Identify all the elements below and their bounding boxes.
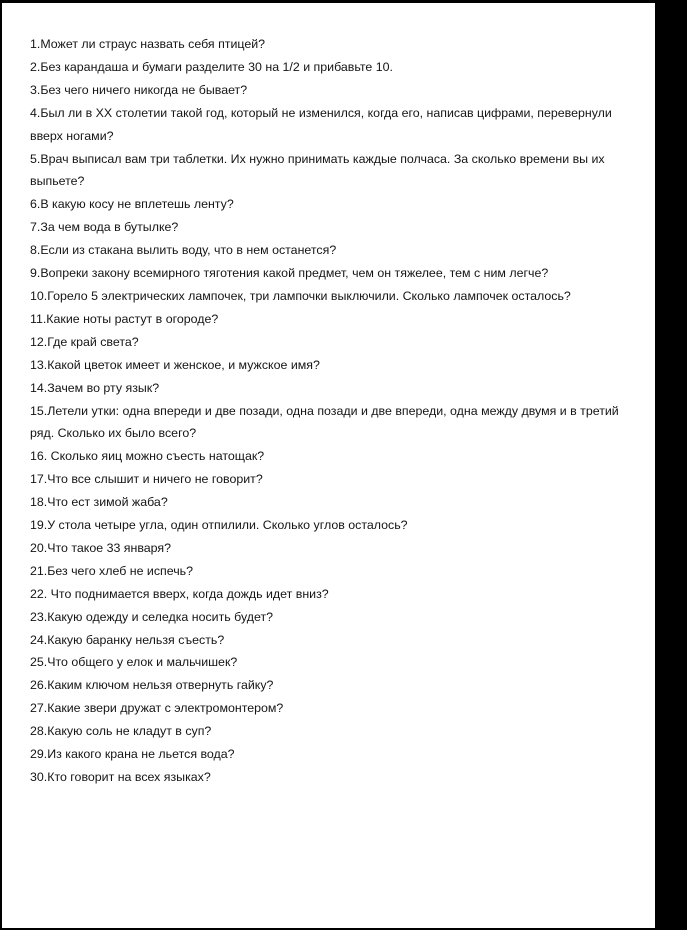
question-item: 4.Был ли в XX столетии такой год, который не изменился, когда его, написав цифрами, перевернули вверх ногами? [30, 105, 612, 143]
question-item: 6.В какую косу не вплетешь ленту? [30, 197, 234, 212]
question-item: 23.Какую одежду и селедка носить будет? [30, 609, 274, 624]
question-item: 10.Горело 5 электрических лампочек, три лампочки выключили. Сколько лампочек осталось? [30, 288, 571, 303]
question-item: 29.Из какого крана не льется вода? [30, 747, 235, 762]
question-item: 17.Что все слышит и ничего не говорит? [30, 472, 263, 487]
question-item: 27.Какие звери дружат с электромонтером? [30, 701, 284, 716]
question-item: 2.Без карандаша и бумаги разделите 30 на 1/2 и прибавьте 10. [30, 59, 393, 74]
question-item: 26.Каким ключом нельзя отвернуть гайку? [30, 678, 274, 693]
question-item: 8.Если из стакана вылить воду, что в нем останется? [30, 243, 337, 258]
question-item: 18.Что ест зимой жаба? [30, 495, 168, 510]
question-item: 28.Какую соль не кладут в суп? [30, 724, 212, 739]
question-item: 5.Врач выписал вам три таблетки. Их нужно принимать каждые полчаса. За сколько времени вы их выпьете? [30, 151, 605, 189]
question-item: 21.Без чего хлеб не испечь? [30, 563, 194, 578]
question-item: 14.Зачем во рту язык? [30, 380, 160, 395]
question-item: 20.Что такое 33 января? [30, 540, 172, 555]
question-item: 1.Может ли страус назвать себя птицей? [30, 37, 266, 51]
question-item: 25.Что общего у елок и мальчишек? [30, 655, 238, 670]
question-item: 9.Вопреки закону всемирного тяготения какой предмет, чем он тяжелее, тем с ним легче? [30, 266, 549, 281]
question-list [30, 33, 635, 789]
question-item: 3.Без чего ничего никогда не бывает? [30, 82, 248, 97]
question-item: 19.У стола четыре угла, один отпилили. Сколько углов осталось? [30, 518, 408, 533]
question-item: 16. Сколько яиц можно съесть натощак? [30, 449, 265, 464]
question-item: 7.За чем вода в бутылке? [30, 220, 179, 235]
question-item: 30.Кто говорит на всех языках? [30, 770, 211, 784]
document-page [2, 3, 655, 928]
question-item: 22. Что поднимается вверх, когда дождь идет вниз? [30, 586, 329, 601]
question-item: 15.Летели утки: одна впереди и две позади, одна позади и две впереди, одна между двумя и в третий ряд. Сколько их было всего? [30, 403, 619, 441]
question-item: 11.Какие ноты растут в огороде? [30, 311, 219, 326]
question-item: 12.Где край света? [30, 334, 139, 349]
question-item: 13.Какой цветок имеет и женское, и мужское имя? [30, 357, 320, 372]
question-item: 24.Какую баранку нельзя съесть? [30, 632, 225, 647]
